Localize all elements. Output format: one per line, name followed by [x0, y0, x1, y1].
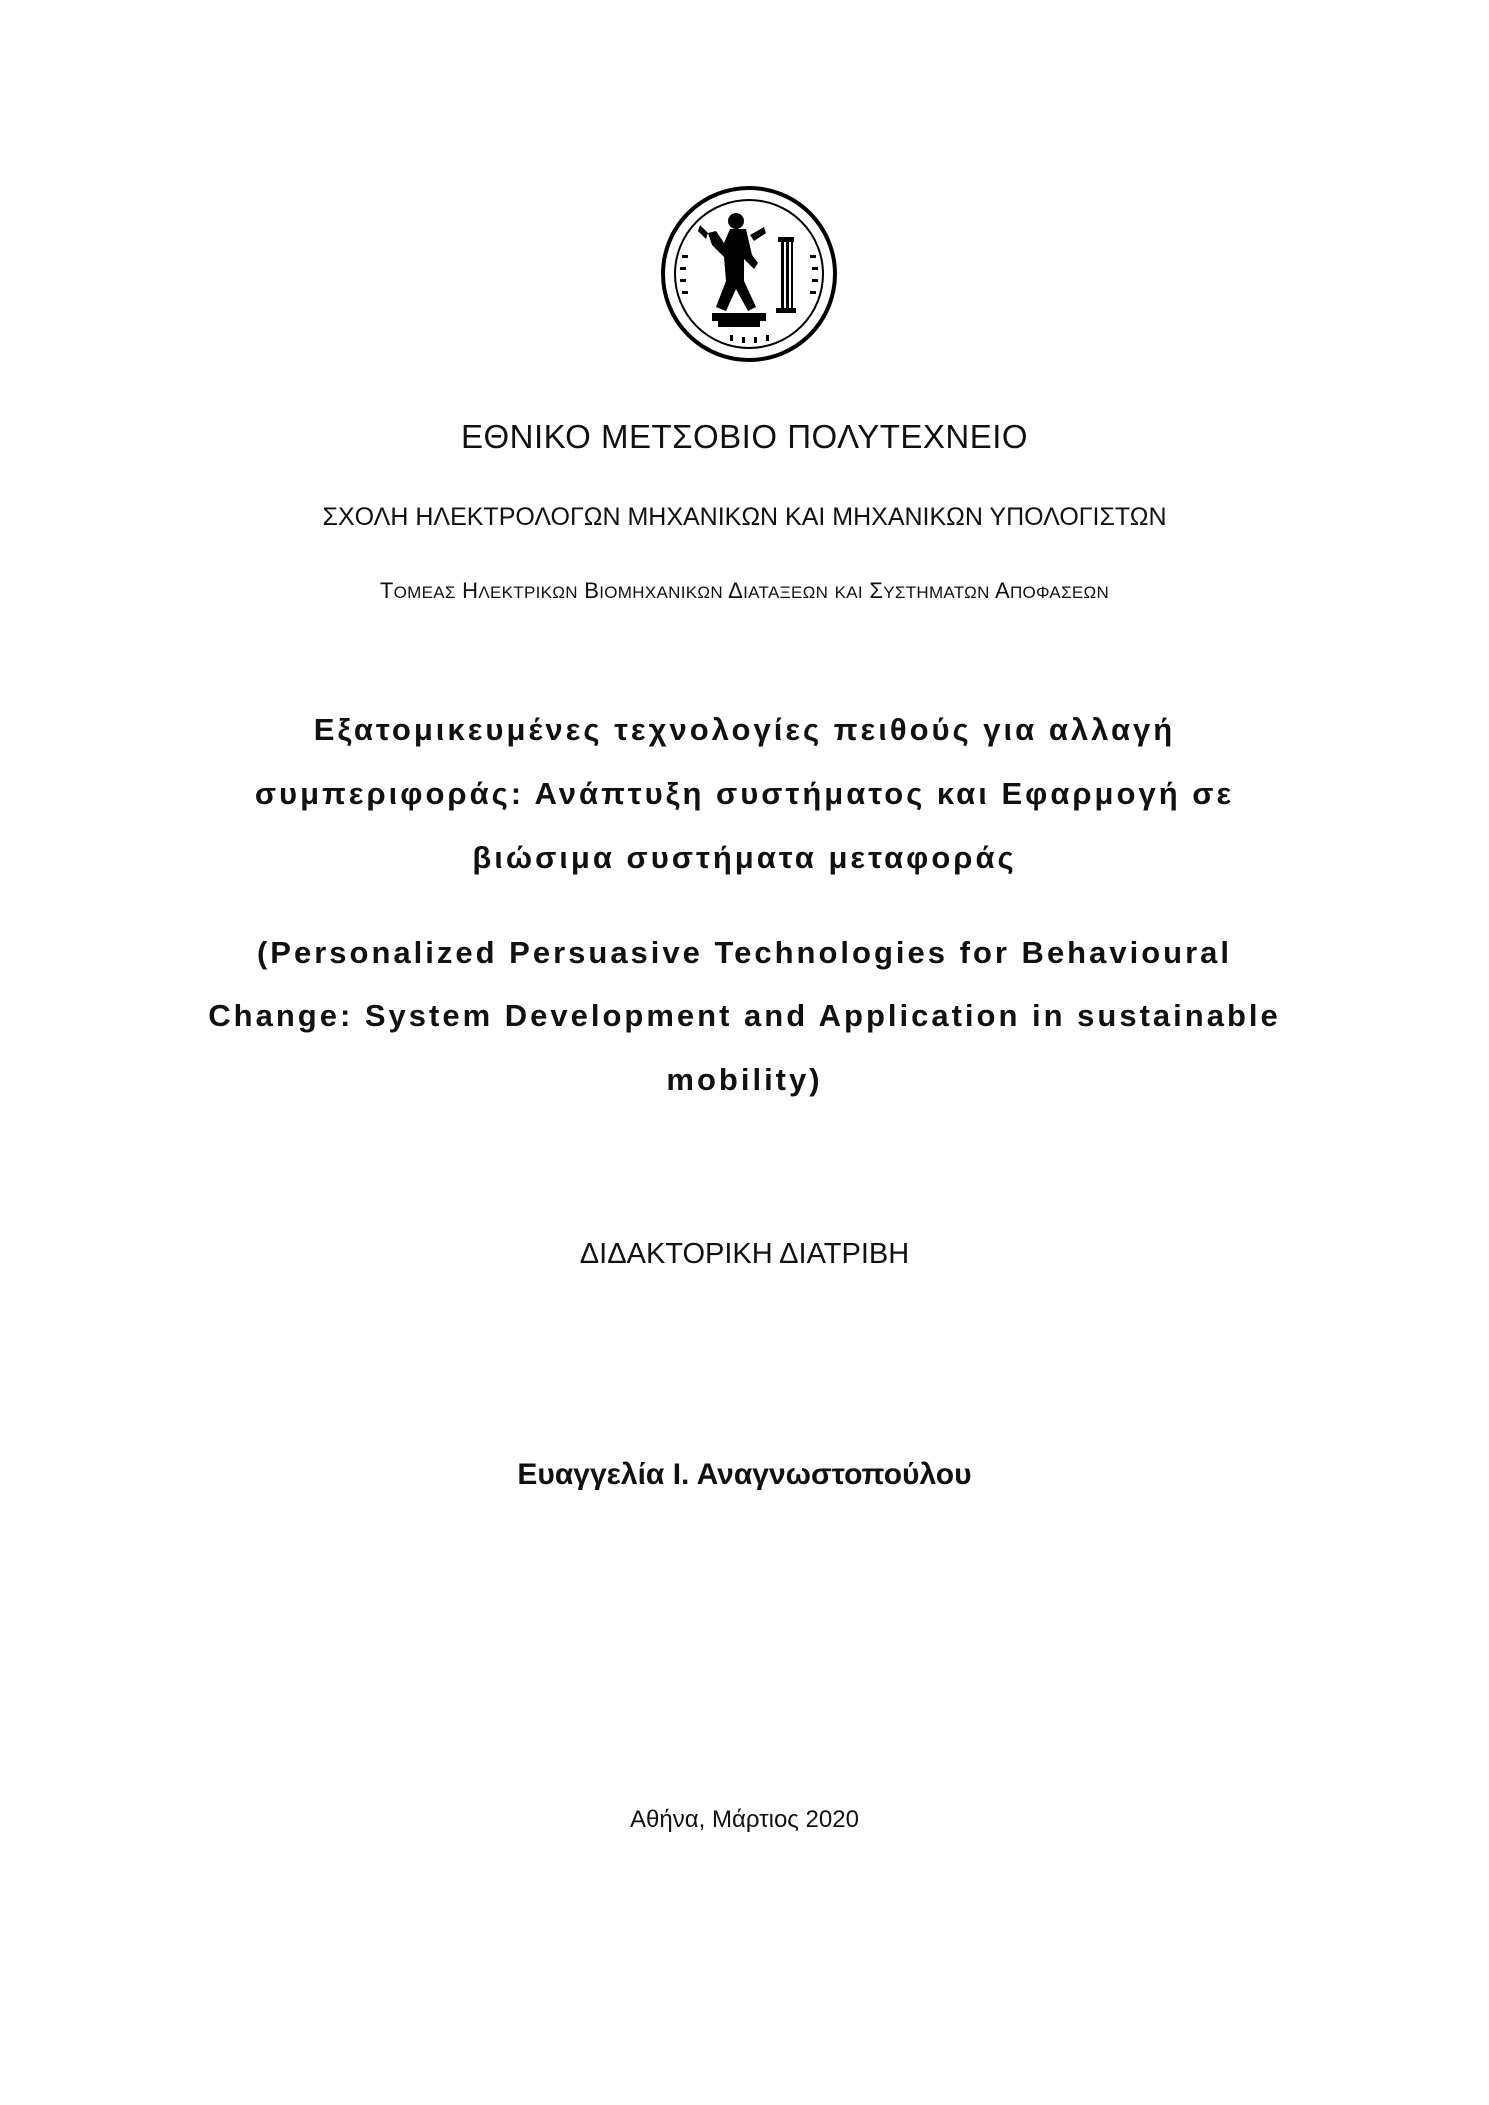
greek-title-line-1: Εξατομικευμένες τεχνολογίες πειθούς για αλλαγή [313, 712, 1176, 747]
division-name [0, 578, 1489, 604]
division-word-1-rest: ΟΜΕΑΣ [393, 583, 456, 602]
division-word-7-cap: Α [994, 578, 1010, 603]
document-type: ΔΙΔΑΚΤΟΡΙΚΗ ΔΙΑΤΡΙΒΗ [579, 1238, 910, 1270]
division-word-4-rest: ΙΑΤΑΞΕΩΝ [743, 583, 829, 602]
author-name: Ευαγγελία Ι. Αναγνωστοπούλου [517, 1458, 972, 1491]
ntua-seal-icon [660, 185, 838, 363]
division-word-2-cap: Η [462, 578, 479, 603]
division-word-6-rest: ΥΣΤΗΜΑΤΩΝ [883, 583, 990, 602]
division-word-7-rest: ΠΟΦΑΣΕΩΝ [1009, 583, 1110, 602]
division-word-5: ΚΑΙ [834, 583, 863, 602]
school-name: ΣΧΟΛΗ ΗΛΕΚΤΡΟΛΟΓΩΝ ΜΗΧΑΝΙΚΩΝ ΚΑΙ ΜΗΧΑΝΙΚΩΝ ΥΠΟΛΟΓΙΣΤΩΝ [322, 503, 1167, 531]
english-title-line-2: Change: System Development and Application in sustainable [208, 998, 1281, 1033]
place-and-date: Αθήνα, Μάρτιος 2020 [630, 1806, 859, 1833]
division-word-3-cap: Β [584, 578, 600, 603]
division-word-6-cap: Σ [869, 578, 884, 603]
greek-title-line-3: βιώσιμα συστήματα μεταφοράς [472, 840, 1017, 875]
english-title-line-1: (Personalized Persuasive Technologies for Behavioural [256, 935, 1233, 970]
university-name: ΕΘΝΙΚΟ ΜΕΤΣΟΒΙΟ ΠΟΛΥΤΕΧΝΕΙΟ [460, 418, 1029, 455]
division-word-1-cap: Τ [379, 578, 394, 603]
division-word-2-rest: ΛΕΚΤΡΙΚΩΝ [478, 583, 578, 602]
english-title-line-3: mobility) [666, 1062, 823, 1097]
division-word-4-cap: Δ [728, 578, 744, 603]
greek-title-line-2: συμπεριφοράς: Ανάπτυξη συστήματος και Εφαρμογή σε [254, 776, 1235, 811]
division-word-3-rest: ΙΟΜΗΧΑΝΙΚΩΝ [599, 583, 723, 602]
